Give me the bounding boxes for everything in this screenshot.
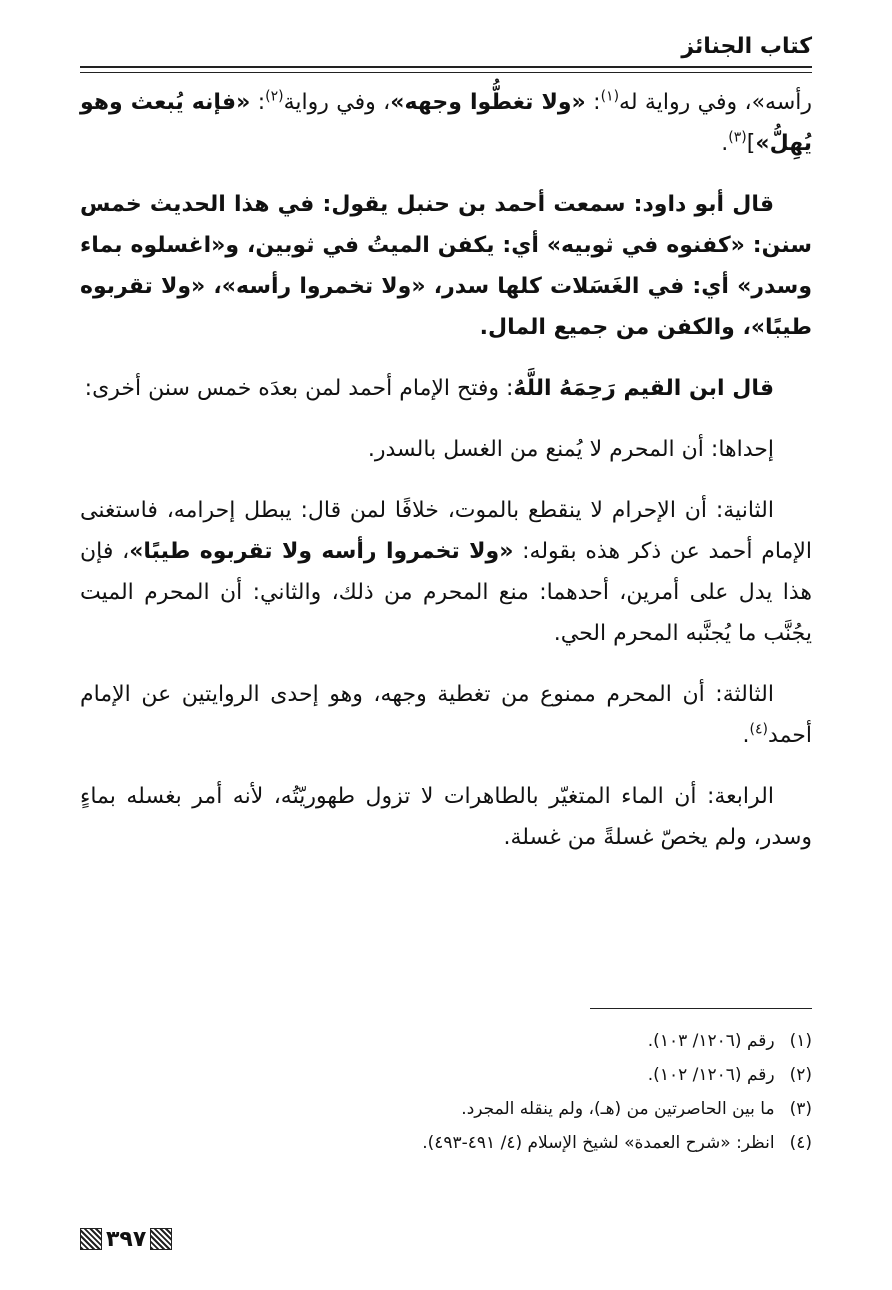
paragraph-7	[80, 776, 812, 858]
page-number: ٣٩٧	[106, 1226, 147, 1252]
footnote-ref-1: (١)	[600, 88, 620, 105]
ornament-square-icon	[80, 1228, 102, 1250]
footnote-text: رقم (١٢٠٦/ ١٠٢).	[647, 1065, 775, 1085]
hadith-quote: «فإنه يُبعث وهو يُهِلُّ»	[80, 90, 812, 156]
footnote-number: (١)	[789, 1031, 812, 1051]
hadith-quote: «ولا تخمروا رأسه ولا تقربوه طيبًا»	[129, 539, 514, 564]
text-run: .	[721, 131, 729, 156]
footnote-1	[80, 1024, 812, 1058]
text-run: الثالثة: أن المحرم ممنوع من تغطية وجهه، وهو إحدى الروايتين عن الإمام أحمد	[80, 682, 812, 748]
footnote-text: رقم (١٢٠٦/ ١٠٣).	[647, 1031, 775, 1051]
text-run: : وفتح الإمام أحمد لمن بعدَه خمس سنن أخرى:	[84, 376, 514, 401]
text-run: الرابعة: أن الماء المتغيّر بالطاهرات لا تزول طهوريّتُه، لأنه أمر بغسله بماءٍ وسدر، ولم يخصّ غسلةً من غسلة.	[80, 784, 812, 850]
footnote-text: انظر: «شرح العمدة» لشيخ الإسلام (٤/ ٤٩١-٤٩٣).	[422, 1133, 775, 1153]
abu-dawud-quote: قال أبو داود: سمعت أحمد بن حنبل يقول: في هذا الحديث خمس سنن: «كفنوه في ثوبيه» أي: يكفن الميتُ في ثوبين، و«اغسلوه بماء وسدر» أي: في الغَسَلات كلها سدر، «ولا تخمروا رأسه»، «ولا تقربوه طيبًا»، والكفن من جميع المال.	[80, 192, 812, 340]
text-run: .	[742, 723, 750, 748]
header-rule-thick	[80, 66, 812, 68]
text-run: إحداها: أن المحرم لا يُمنع من الغسل بالسدر.	[367, 437, 774, 462]
running-header: كتاب الجنائز	[681, 34, 812, 59]
header-rule-thin	[80, 72, 812, 73]
page-number-block	[80, 1226, 172, 1252]
author-name: قال ابن القيم رَحِمَهُ اللَّهُ	[513, 376, 774, 401]
main-text	[80, 82, 812, 878]
text-run: ، فإن هذا يدل على أمرين، أحدهما: منع المحرم من ذلك، والثاني: أن المحرم الميت يجُنَّب ما يُجنَّبه المحرم الحي.	[80, 539, 812, 646]
text-run: ، وفي رواية	[283, 90, 391, 115]
footnote-4	[80, 1126, 812, 1160]
footnote-2	[80, 1058, 812, 1092]
text-run: :	[250, 90, 266, 115]
paragraph-6	[80, 674, 812, 756]
footnote-number: (٣)	[789, 1099, 812, 1119]
footnote-ref-3: (٣)	[728, 129, 747, 146]
ornament-square-icon	[150, 1228, 172, 1250]
footnote-number: (٤)	[789, 1133, 812, 1153]
hadith-quote: «ولا تغطُّوا وجهه»	[390, 90, 586, 115]
footnote-text: ما بين الحاصرتين من (هـ)، ولم ينقله المجرد.	[461, 1099, 775, 1119]
paragraph-3	[80, 368, 812, 409]
text-run: :	[585, 90, 601, 115]
footnote-number: (٢)	[789, 1065, 812, 1085]
text-run: رأسه»، وفي رواية له	[619, 90, 813, 115]
paragraph-5	[80, 490, 812, 654]
footnote-3	[80, 1092, 812, 1126]
text-run: ]	[746, 131, 756, 156]
paragraph-2	[80, 184, 812, 348]
footnote-ref-4: (٤)	[749, 721, 769, 738]
text-run: الثانية: أن الإحرام لا ينقطع بالموت، خلافًا لمن قال: يبطل إحرامه، فاستغنى الإمام أحمد عن ذكر هذه بقوله:	[80, 498, 812, 564]
footnote-ref-2: (٢)	[265, 88, 284, 105]
footnotes	[80, 1024, 812, 1160]
footnote-separator	[590, 1008, 812, 1009]
paragraph-4	[80, 429, 812, 470]
paragraph-1	[80, 82, 812, 164]
